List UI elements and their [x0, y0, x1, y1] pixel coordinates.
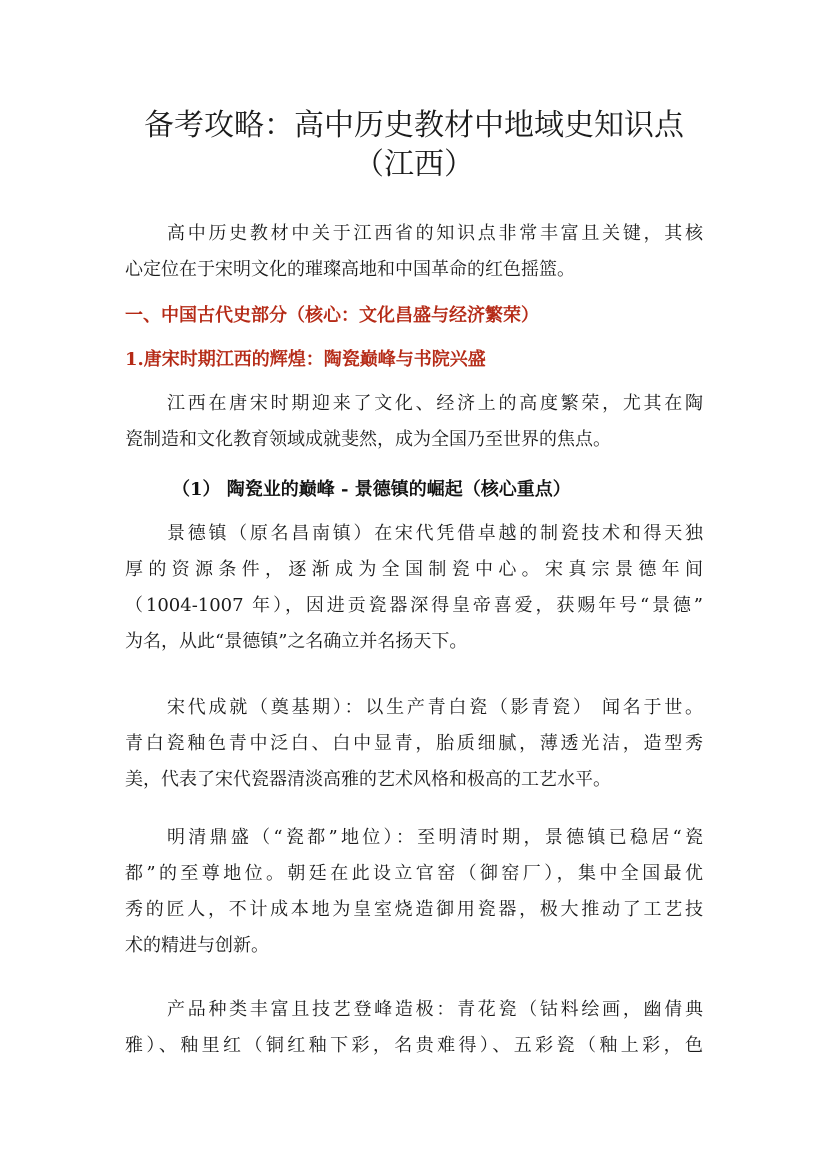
paragraph-line: 江西在唐宋时期迎来了文化、经济上的高度繁荣，尤其在陶: [167, 393, 703, 414]
paragraph-song-achievement: [125, 690, 703, 798]
paragraph-jingdezhen-origin: [125, 516, 703, 660]
paragraph-line: 秀的匠人，不计成本地为皇室烧造御用瓷器，极大推动了工艺技: [125, 899, 703, 920]
paragraph-line: 为名，从此“景德镇”之名确立并名扬天下。: [125, 631, 468, 652]
paragraph-tang-song-prosperity: [125, 386, 703, 458]
section-heading-ancient-history: 一、中国古代史部分（核心：文化昌盛与经济繁荣）: [125, 305, 539, 326]
paragraph-line: 美，代表了宋代瓷器清淡高雅的艺术风格和极高的工艺水平。: [125, 769, 611, 790]
paragraph-line: 青白瓷釉色青中泛白、白中显青，胎质细腻，薄透光洁，造型秀: [125, 733, 703, 754]
paragraph-line: 宋代成就（奠基期）：以生产青白瓷（影青瓷） 闻名于世。: [167, 697, 703, 718]
point-heading-jingdezhen: （1） 陶瓷业的巅峰 - 景德镇的崛起（核心重点）: [172, 479, 571, 500]
document-title-line2: （江西）: [354, 147, 474, 182]
paragraph-line: （1004-1007 年），因进贡瓷器深得皇帝喜爱，获赐年号“景德”: [125, 595, 703, 616]
paragraph-line: 术的精进与创新。: [125, 935, 269, 956]
intro-paragraph: [125, 216, 703, 288]
document-title-line1: 备考攻略：高中历史教材中地域史知识点: [144, 108, 684, 143]
paragraph-line: 景德镇（原名昌南镇）在宋代凭借卓越的制瓷技术和得天独: [167, 523, 703, 544]
paragraph-ming-qing-peak: [125, 820, 703, 964]
paragraph-line: 明清鼎盛（“瓷都”地位）：至明清时期，景德镇已稳居“瓷: [167, 827, 703, 848]
paragraph-line: 产品种类丰富且技艺登峰造极：青花瓷（钴料绘画，幽倩典: [167, 999, 703, 1020]
paragraph-line: 厚的资源条件，逐渐成为全国制瓷中心。宋真宗景德年间: [125, 559, 703, 580]
paragraph-line: 雅）、釉里红（铜红釉下彩，名贵难得）、五彩瓷（釉上彩，色: [125, 1035, 703, 1056]
intro-line-1: 高中历史教材中关于江西省的知识点非常丰富且关键，其核: [167, 223, 703, 244]
paragraph-line: 瓷制造和文化教育领域成就斐然，成为全国乃至世界的焦点。: [125, 429, 611, 450]
paragraph-product-variety: [125, 992, 703, 1064]
subsection-heading-tang-song: 1.唐宋时期江西的辉煌：陶瓷巅峰与书院兴盛: [125, 349, 486, 370]
paragraph-line: 都”的至尊地位。朝廷在此设立官窑（御窑厂），集中全国最优: [125, 863, 703, 884]
intro-line-2: 心定位在于宋明文化的璀璨高地和中国革命的红色摇篮。: [125, 259, 575, 280]
